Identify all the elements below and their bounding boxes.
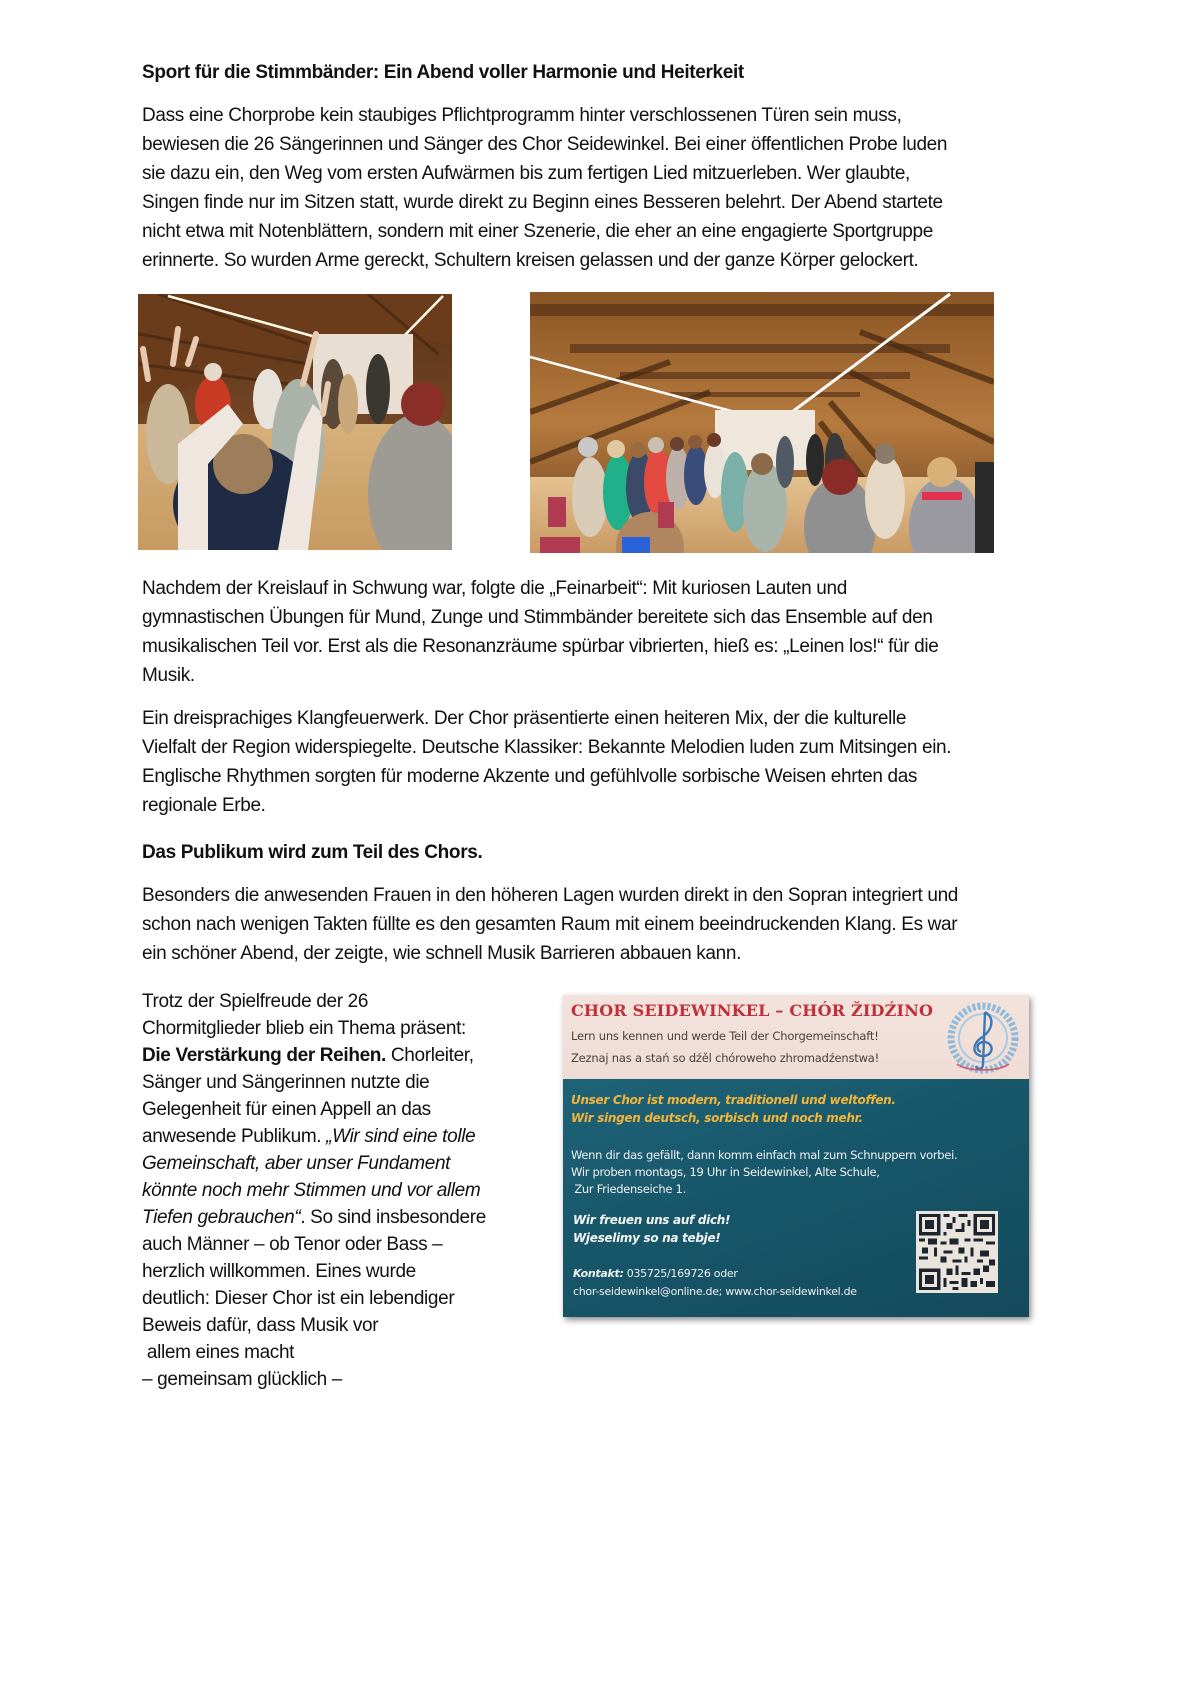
quote-text: „Wir sind eine tolle <box>326 1126 476 1147</box>
text-line: sie dazu ein, den Weg vom ersten Aufwärmen bis zum fertigen Lied mitzuerleben. Wer glaubte, <box>142 163 910 184</box>
paragraph-intro <box>142 101 1042 275</box>
flyer-info-line: Wir proben montags, 19 Uhr in Seidewinkel, Alte Schule, <box>571 1165 880 1179</box>
paragraph-warmup <box>142 574 1042 690</box>
text-line: schon nach wenigen Takten füllte es den gesamten Raum mit einem beeindruckenden Klang. Es war <box>142 914 958 935</box>
flyer-header <box>563 995 1029 1079</box>
text-line: Dass eine Chorprobe kein staubiges Pflichtprogramm hinter verschlossenen Türen sein muss, <box>142 105 902 126</box>
photo-choir-circle <box>530 292 994 553</box>
section-subheading: Das Publikum wird zum Teil des Chors. <box>142 842 483 863</box>
text-line <box>142 1042 522 1069</box>
qr-code-graphic <box>919 1214 995 1290</box>
treble-clef-logo-icon <box>943 998 1023 1078</box>
text-line: allem eines macht <box>142 1342 295 1363</box>
text-line: Musik. <box>142 665 195 686</box>
text-line: deutlich: Dieser Chor ist ein lebendiger <box>142 1288 455 1309</box>
text-line: regionale Erbe. <box>142 795 266 816</box>
text-line: auch Männer – ob Tenor oder Bass – <box>142 1234 443 1255</box>
text-line <box>142 1177 522 1204</box>
photo-choir-warmup <box>138 294 452 550</box>
paragraph-appeal <box>142 988 522 1393</box>
quote-text: Tiefen gebrauchen“ <box>142 1207 301 1228</box>
quote-text: Gemeinschaft, aber unser Fundament <box>142 1153 451 1174</box>
paragraph-audience <box>142 881 1072 968</box>
quote-text: könnte noch mehr Stimmen und vor allem <box>142 1180 481 1201</box>
flyer-contact <box>573 1267 738 1280</box>
text-line: herzlich willkommen. Eines wurde <box>142 1261 416 1282</box>
text-line: Englische Rhythmen sorgten für moderne Akzente und gefühlvolle sorbische Weisen ehrten das <box>142 766 918 787</box>
text-line: Beweis dafür, dass Musik vor <box>142 1315 379 1336</box>
flyer-info-line: Zur Friedenseiche 1. <box>571 1182 686 1196</box>
paragraph-repertoire <box>142 704 1062 820</box>
text-line: musikalischen Teil vor. Erst als die Resonanzräume spürbar vibrierten, hieß es: „Leinen los!“ für die <box>142 636 939 657</box>
flyer-tagline: Unser Chor ist modern, traditionell und weltoffen. <box>571 1093 896 1107</box>
text-span: . So sind insbesondere <box>300 1207 486 1228</box>
text-line <box>142 1123 522 1150</box>
flyer-welcome-german: Wir freuen uns auf dich! <box>573 1213 731 1227</box>
flyer-welcome-sorbian: Wjeselimy so na tebje! <box>573 1231 721 1245</box>
text-line: Singen finde nur im Sitzen statt, wurde direkt zu Beginn eines Besseren belehrt. Der Abend startete <box>142 192 943 213</box>
flyer-subtitle-sorbian: Zeznaj nas a stań so dźěl chóroweho zhromadźenstwa! <box>571 1051 880 1065</box>
article-title: Sport für die Stimmbänder: Ein Abend voller Harmonie und Heiterkeit <box>142 62 744 83</box>
flyer-tagline: Wir singen deutsch, sorbisch und noch mehr. <box>571 1111 863 1125</box>
contact-phone: 035725/169726 oder <box>623 1267 738 1280</box>
text-line <box>142 1150 522 1177</box>
text-line: gymnastischen Übungen für Mund, Zunge und Stimmbänder bereitete sich das Ensemble auf den <box>142 607 933 628</box>
text-span: anwesende Publikum. <box>142 1126 327 1147</box>
text-line: erinnerte. So wurden Arme gereckt, Schultern kreisen gelassen und der ganze Körper gelockert. <box>142 250 919 271</box>
text-line: ein schöner Abend, der zeigte, wie schnell Musik Barrieren abbauen kann. <box>142 943 742 964</box>
text-line: Nachdem der Kreislauf in Schwung war, folgte die „Feinarbeit“: Mit kuriosen Lauten und <box>142 578 847 599</box>
flyer-title: CHOR SEIDEWINKEL – CHÓR ŽIDŹINO <box>571 1001 934 1020</box>
text-line: Gelegenheit für einen Appell an das <box>142 1099 431 1120</box>
text-line: – gemeinsam glücklich – <box>142 1369 342 1390</box>
text-line: Ein dreisprachiges Klangfeuerwerk. Der Chor präsentierte einen heiteren Mix, der die kulturelle <box>142 708 907 729</box>
text-line: nicht etwa mit Notenblättern, sondern mit einer Szenerie, die eher an eine engagierte Sportgruppe <box>142 221 933 242</box>
flyer-subtitle-german: Lern uns kennen und werde Teil der Chorgemeinschaft! <box>571 1029 879 1043</box>
flyer-contact-web: chor-seidewinkel@online.de; www.chor-seidewinkel.de <box>573 1285 857 1298</box>
text-line: Chormitglieder blieb ein Thema präsent: <box>142 1018 466 1039</box>
text-line <box>142 1204 522 1231</box>
text-line: bewiesen die 26 Sängerinnen und Sänger des Chor Seidewinkel. Bei einer öffentlichen Probe luden <box>142 134 948 155</box>
bold-phrase: Die Verstärkung der Reihen. <box>142 1045 386 1066</box>
qr-code-icon <box>916 1211 998 1293</box>
choir-flyer <box>563 995 1029 1317</box>
contact-label: Kontakt: <box>573 1267 624 1280</box>
text-line: Vielfalt der Region widerspiegelte. Deutsche Klassiker: Bekannte Melodien luden zum Mitsingen ein. <box>142 737 952 758</box>
photo-circle-image <box>530 292 994 553</box>
text-line: Besonders die anwesenden Frauen in den höheren Lagen wurden direkt in den Sopran integriert und <box>142 885 959 906</box>
text-line: Trotz der Spielfreude der 26 <box>142 991 369 1012</box>
text-line: Sänger und Sängerinnen nutzte die <box>142 1072 430 1093</box>
flyer-info-line: Wenn dir das gefällt, dann komm einfach mal zum Schnuppern vorbei. <box>571 1148 958 1162</box>
text-span: Chorleiter, <box>385 1045 474 1066</box>
photo-warmup-image <box>138 294 452 550</box>
flyer-info <box>571 1147 957 1198</box>
